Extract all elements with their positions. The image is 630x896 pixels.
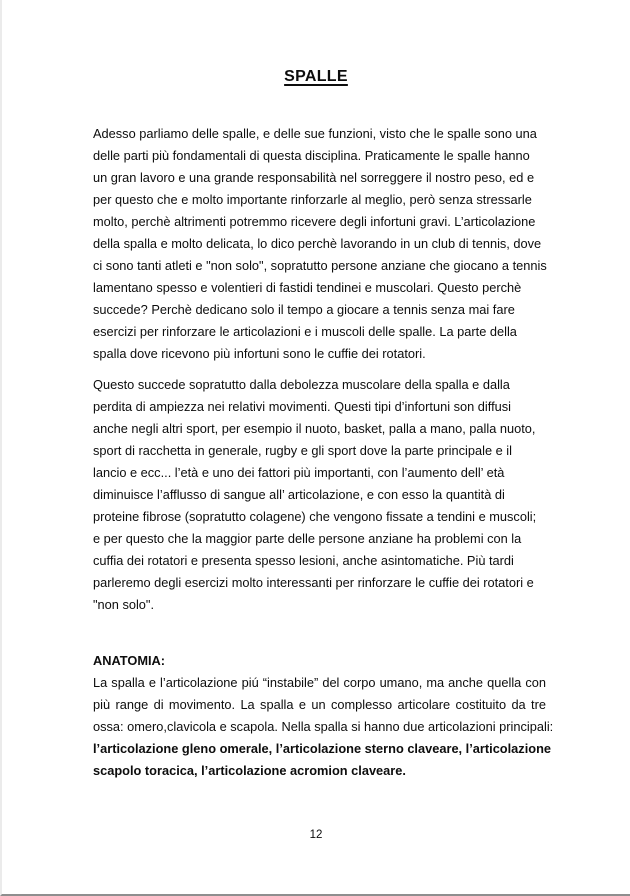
text-line: parleremo degli esercizi molto interessanti per rinforzare le cuffie dei rotatori e [93,575,534,590]
text-line: esercizi per rinforzare le articolazioni e i muscoli delle spalle. La parte della [93,324,517,339]
anatomy-bold-paragraph [93,738,552,782]
text-line: "non solo". [93,597,155,612]
text-line: cuffia dei rotatori e presenta spesso lesioni, anche asintomatiche. Più tardi [93,553,514,568]
text-line: succede? Perchè dedicano solo il tempo a giocare a tennis senza mai fare [93,302,515,317]
causes-paragraph [93,374,546,616]
page-number: 12 [309,829,323,841]
anatomy-heading: ANATOMIA: [93,653,166,668]
text-line: delle parti più fondamentali di questa disciplina. Praticamente le spalle hanno [93,148,530,163]
text-line: scapolo toracica, l’articolazione acromion claveare. [93,763,406,778]
text-line: l’articolazione gleno omerale, l’articolazione sterno claveare, l’articolazione [93,741,552,756]
text-line: un gran lavoro e una grande responsabilità nel sorreggere il nostro peso, ed e [93,170,535,185]
text-line: per questo che e molto importante rinforzarle al meglio, però senza stressarle [93,192,532,207]
text-line: più range di movimento. La spalla e un complesso articolare costituito da tre [93,697,546,712]
text-line: e per questo che la maggior parte delle persone anziane ha problemi con la [93,531,522,546]
text-line: ci sono tanti atleti e "non solo", sopratutto persone anziane che giocano a tennis [93,258,547,273]
text-line: spalla dove ricevono più infortuni sono le cuffie dei rotatori. [93,346,426,361]
text-line: La spalla e l’articolazione piú “instabile” del corpo umano, ma anche quella con [93,675,546,690]
text-line: lamentano spesso e volentieri di fastidi tendinei e muscolari. Questo perchè [93,280,522,295]
text-line: Questo succede sopratutto dalla debolezza muscolare della spalla e dalla [93,377,510,392]
text-line: anche negli altri sport, per esempio il nuoto, basket, palla a mano, palla nuoto, [93,421,536,436]
anatomy-paragraph [93,672,554,738]
text-line: lancio e ecc... l’età e uno dei fattori più importanti, con l’aumento dell’ età [93,465,505,480]
page-title: SPALLE [284,68,348,85]
text-line: ossa: omero,clavicola e scapola. Nella spalla si hanno due articolazioni principali: [93,719,554,734]
text-line: diminuisce l’afflusso di sangue all’ articolazione, e con esso la quantità di [93,487,505,502]
text-line: sport di racchetta in generale, rugby e gli sport dove la parte principale e il [93,443,512,458]
text-line: perdita di ampiezza nei relativi movimenti. Questi tipi d’infortuni son diffusi [93,399,511,414]
intro-paragraph [93,123,546,365]
text-line: molto, perchè altrimenti potremmo ricevere degli infortuni gravi. L’articolazione [93,214,536,229]
text-line: Adesso parliamo delle spalle, e delle sue funzioni, visto che le spalle sono una [93,126,537,141]
text-line: della spalla e molto delicata, lo dico perchè lavorando in un club di tennis, dove [93,236,542,251]
text-line: proteine fibrose (sopratutto colagene) che vengono fissate a tendini e muscoli; [93,509,537,524]
anatomy-section [93,650,554,782]
